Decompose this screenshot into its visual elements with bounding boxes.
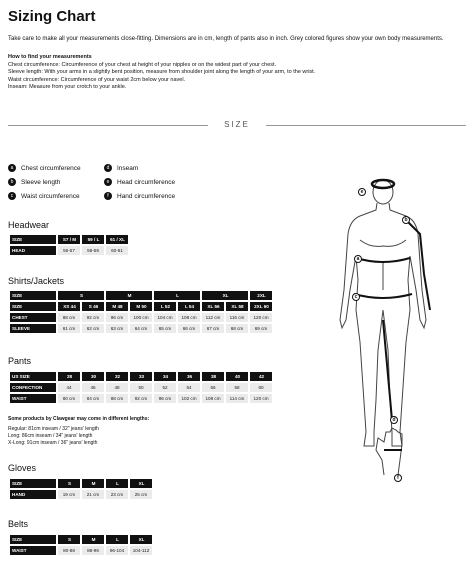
howto-line: Sleeve length: With your arms in a slightly bent position, measure from shoulder joint along the length of your arm, to the wrist.: [8, 69, 316, 76]
table-cell: L 54: [178, 302, 200, 311]
table-cell: 56-57: [58, 246, 80, 255]
table-cell: 88-96: [82, 546, 104, 555]
table-cell: 64 cm: [130, 324, 152, 333]
shirts-table: [8, 289, 274, 335]
table-cell: 36: [178, 372, 200, 381]
table-cell: 58: [226, 383, 248, 392]
table-cell: 32: [106, 372, 128, 381]
table-cell: SLEEVE: [10, 324, 56, 333]
table-cell: 67 cm: [202, 324, 224, 333]
pants-table: [8, 370, 274, 405]
table-row: [10, 291, 272, 300]
table-row: [10, 313, 272, 322]
table-cell: CONFECTION: [10, 383, 56, 392]
marker-a-icon: a: [354, 255, 362, 263]
table-cell: 96-104: [106, 546, 128, 555]
legend-label: Inseam: [117, 164, 139, 172]
table-cell: XL: [202, 291, 248, 300]
howto-line: Chest circumference: Circumference of your chest at height of your nipples or on the widest part of your chest.: [8, 61, 277, 68]
legend-item: [104, 164, 138, 172]
legend-key: d: [104, 164, 112, 172]
note-line: Regular: 81cm inseam / 32" jeans' length: [8, 426, 99, 432]
table-cell: 68 cm: [226, 324, 248, 333]
table-cell: 54: [178, 383, 200, 392]
table-cell: 59 / L: [82, 235, 104, 244]
table-cell: S: [58, 291, 104, 300]
table-row: [10, 324, 272, 333]
note-line: X-Long: 91cm inseam / 36" jeans' length: [8, 440, 98, 446]
table-cell: 58-59: [82, 246, 104, 255]
table-cell: L 52: [154, 302, 176, 311]
section-title-shirts: Shirts/Jackets: [8, 276, 65, 286]
table-cell: 102 cm: [178, 394, 200, 403]
table-cell: WAIST: [10, 394, 56, 403]
table-cell: M: [106, 291, 152, 300]
chest-measure-line: [356, 258, 410, 262]
divider: [8, 125, 208, 126]
table-cell: US SIZE: [10, 372, 56, 381]
table-cell: 120 cm: [250, 394, 272, 403]
legend-item: [8, 164, 81, 172]
table-cell: 96 cm: [154, 394, 176, 403]
table-cell: 108 cm: [202, 394, 224, 403]
gloves-table: [8, 477, 154, 501]
belts-table: [8, 533, 154, 557]
table-cell: 38: [202, 372, 224, 381]
legend-key: a: [8, 164, 16, 172]
table-row: [10, 246, 128, 255]
howto-heading: How to find your measurements: [8, 54, 92, 60]
table-cell: 23 cm: [106, 490, 128, 499]
table-cell: 33: [130, 372, 152, 381]
table-cell: HAND: [10, 490, 56, 499]
table-cell: M 50: [130, 302, 152, 311]
legend-label: Hand circumference: [117, 192, 176, 200]
headwear-table: [8, 233, 130, 257]
table-row: [10, 546, 152, 555]
table-cell: 25 cm: [130, 490, 152, 499]
table-cell: M 48: [106, 302, 128, 311]
table-cell: 100 cm: [130, 313, 152, 322]
table-cell: SIZE: [10, 291, 56, 300]
table-cell: 48: [106, 383, 128, 392]
table-row: [10, 372, 272, 381]
table-row: [10, 383, 272, 392]
table-cell: 96 cm: [106, 313, 128, 322]
table-cell: 66 cm: [178, 324, 200, 333]
measurement-legend: [8, 164, 208, 204]
table-cell: 42: [250, 372, 272, 381]
table-cell: 60: [250, 383, 272, 392]
table-cell: L: [154, 291, 200, 300]
table-cell: 104 cm: [154, 313, 176, 322]
table-cell: 80-88: [58, 546, 80, 555]
table-cell: M: [82, 479, 104, 488]
table-cell: SIZE: [10, 535, 56, 544]
table-cell: XS 44: [58, 302, 80, 311]
inseam-measure-line: [383, 320, 392, 420]
table-cell: S 46: [82, 302, 104, 311]
section-title-pants: Pants: [8, 356, 32, 366]
table-cell: 56: [202, 383, 224, 392]
table-row: [10, 394, 272, 403]
table-cell: SIZE: [10, 479, 56, 488]
table-cell: 61 / XL: [106, 235, 128, 244]
legend-item: [104, 178, 175, 186]
table-cell: SIZE: [10, 235, 56, 244]
marker-b-icon: b: [402, 216, 410, 224]
table-cell: 60-61: [106, 246, 128, 255]
table-cell: 92 cm: [82, 313, 104, 322]
size-separator: [8, 120, 466, 129]
table-cell: CHEST: [10, 313, 56, 322]
legend-label: Sleeve length: [21, 178, 61, 186]
table-cell: 61 cm: [58, 324, 80, 333]
table-cell: 34: [154, 372, 176, 381]
legend-key: c: [8, 192, 16, 200]
table-row: [10, 479, 152, 488]
table-cell: 44: [58, 383, 80, 392]
table-row: [10, 490, 152, 499]
table-cell: S7 / M: [58, 235, 80, 244]
table-cell: L: [106, 535, 128, 544]
marker-c-icon: c: [352, 293, 360, 301]
legend-item: [8, 192, 80, 200]
waist-measure-line: [354, 294, 412, 298]
table-cell: 2XL: [250, 291, 272, 300]
table-cell: XL 56: [202, 302, 224, 311]
table-row: [10, 235, 128, 244]
howto-line: Inseam: Measure from your crotch to your ankle.: [8, 84, 127, 91]
table-row: [10, 302, 272, 311]
separator-label: SIZE: [224, 120, 250, 129]
section-title-headwear: Headwear: [8, 220, 50, 230]
table-cell: M: [82, 535, 104, 544]
table-cell: 120 cm: [250, 313, 272, 322]
legend-key: e: [104, 178, 112, 186]
table-cell: 88 cm: [106, 394, 128, 403]
legend-item: [8, 178, 60, 186]
table-cell: 21 cm: [82, 490, 104, 499]
marker-d-icon: d: [390, 416, 398, 424]
marker-f-icon: f: [394, 474, 402, 482]
table-cell: 116 cm: [226, 313, 248, 322]
howto-section: [8, 54, 468, 92]
legend-label: Waist circumference: [21, 192, 80, 200]
table-cell: 84 cm: [82, 394, 104, 403]
table-cell: XL 58: [226, 302, 248, 311]
table-cell: 92 cm: [130, 394, 152, 403]
table-cell: 52: [154, 383, 176, 392]
table-cell: 62 cm: [82, 324, 104, 333]
legend-label: Chest circumference: [21, 164, 81, 172]
table-cell: 19 cm: [58, 490, 80, 499]
table-cell: L: [106, 479, 128, 488]
table-cell: HEAD: [10, 246, 56, 255]
table-cell: 2XL 60: [250, 302, 272, 311]
section-title-belts: Belts: [8, 519, 29, 529]
table-cell: S: [58, 479, 80, 488]
table-cell: 114 cm: [226, 394, 248, 403]
table-cell: 30: [82, 372, 104, 381]
intro-text: Take care to make all your measurements close-fitting. Dimensions are in cm, length of pants also in inch. Grey colored figures show your own body measurements.: [8, 36, 444, 42]
table-cell: 69 cm: [250, 324, 272, 333]
hand-illustration: [376, 428, 402, 475]
table-cell: XL: [130, 479, 152, 488]
table-cell: 80 cm: [58, 394, 80, 403]
table-cell: 63 cm: [106, 324, 128, 333]
table-cell: 65 cm: [154, 324, 176, 333]
page-title: Sizing Chart: [8, 8, 96, 25]
pants-length-note: [8, 416, 149, 447]
table-cell: 46: [82, 383, 104, 392]
note-heading: Some products by Clawgear may come in different lengths:: [8, 416, 150, 422]
table-cell: 50: [130, 383, 152, 392]
table-cell: 28: [58, 372, 80, 381]
section-title-gloves: Gloves: [8, 463, 37, 473]
legend-item: [104, 192, 175, 200]
table-cell: 112 cm: [202, 313, 224, 322]
table-cell: 108 cm: [178, 313, 200, 322]
body-figure-illustration: [300, 170, 470, 475]
howto-line: Waist circumference: Circumference of your waist 2cm below your navel.: [8, 76, 186, 83]
table-cell: XL: [130, 535, 152, 544]
table-cell: WAIST: [10, 546, 56, 555]
table-cell: 88 cm: [58, 313, 80, 322]
legend-label: Head circumference: [117, 178, 176, 186]
table-cell: SIZE: [10, 302, 56, 311]
table-row: [10, 535, 152, 544]
note-line: Long: 86cm inseam / 34" jeans' length: [8, 433, 93, 439]
table-cell: 40: [226, 372, 248, 381]
divider: [266, 125, 466, 126]
table-cell: 104-112: [130, 546, 152, 555]
legend-key: f: [104, 192, 112, 200]
legend-key: b: [8, 178, 16, 186]
table-cell: S: [58, 535, 80, 544]
marker-e-icon: e: [358, 188, 366, 196]
